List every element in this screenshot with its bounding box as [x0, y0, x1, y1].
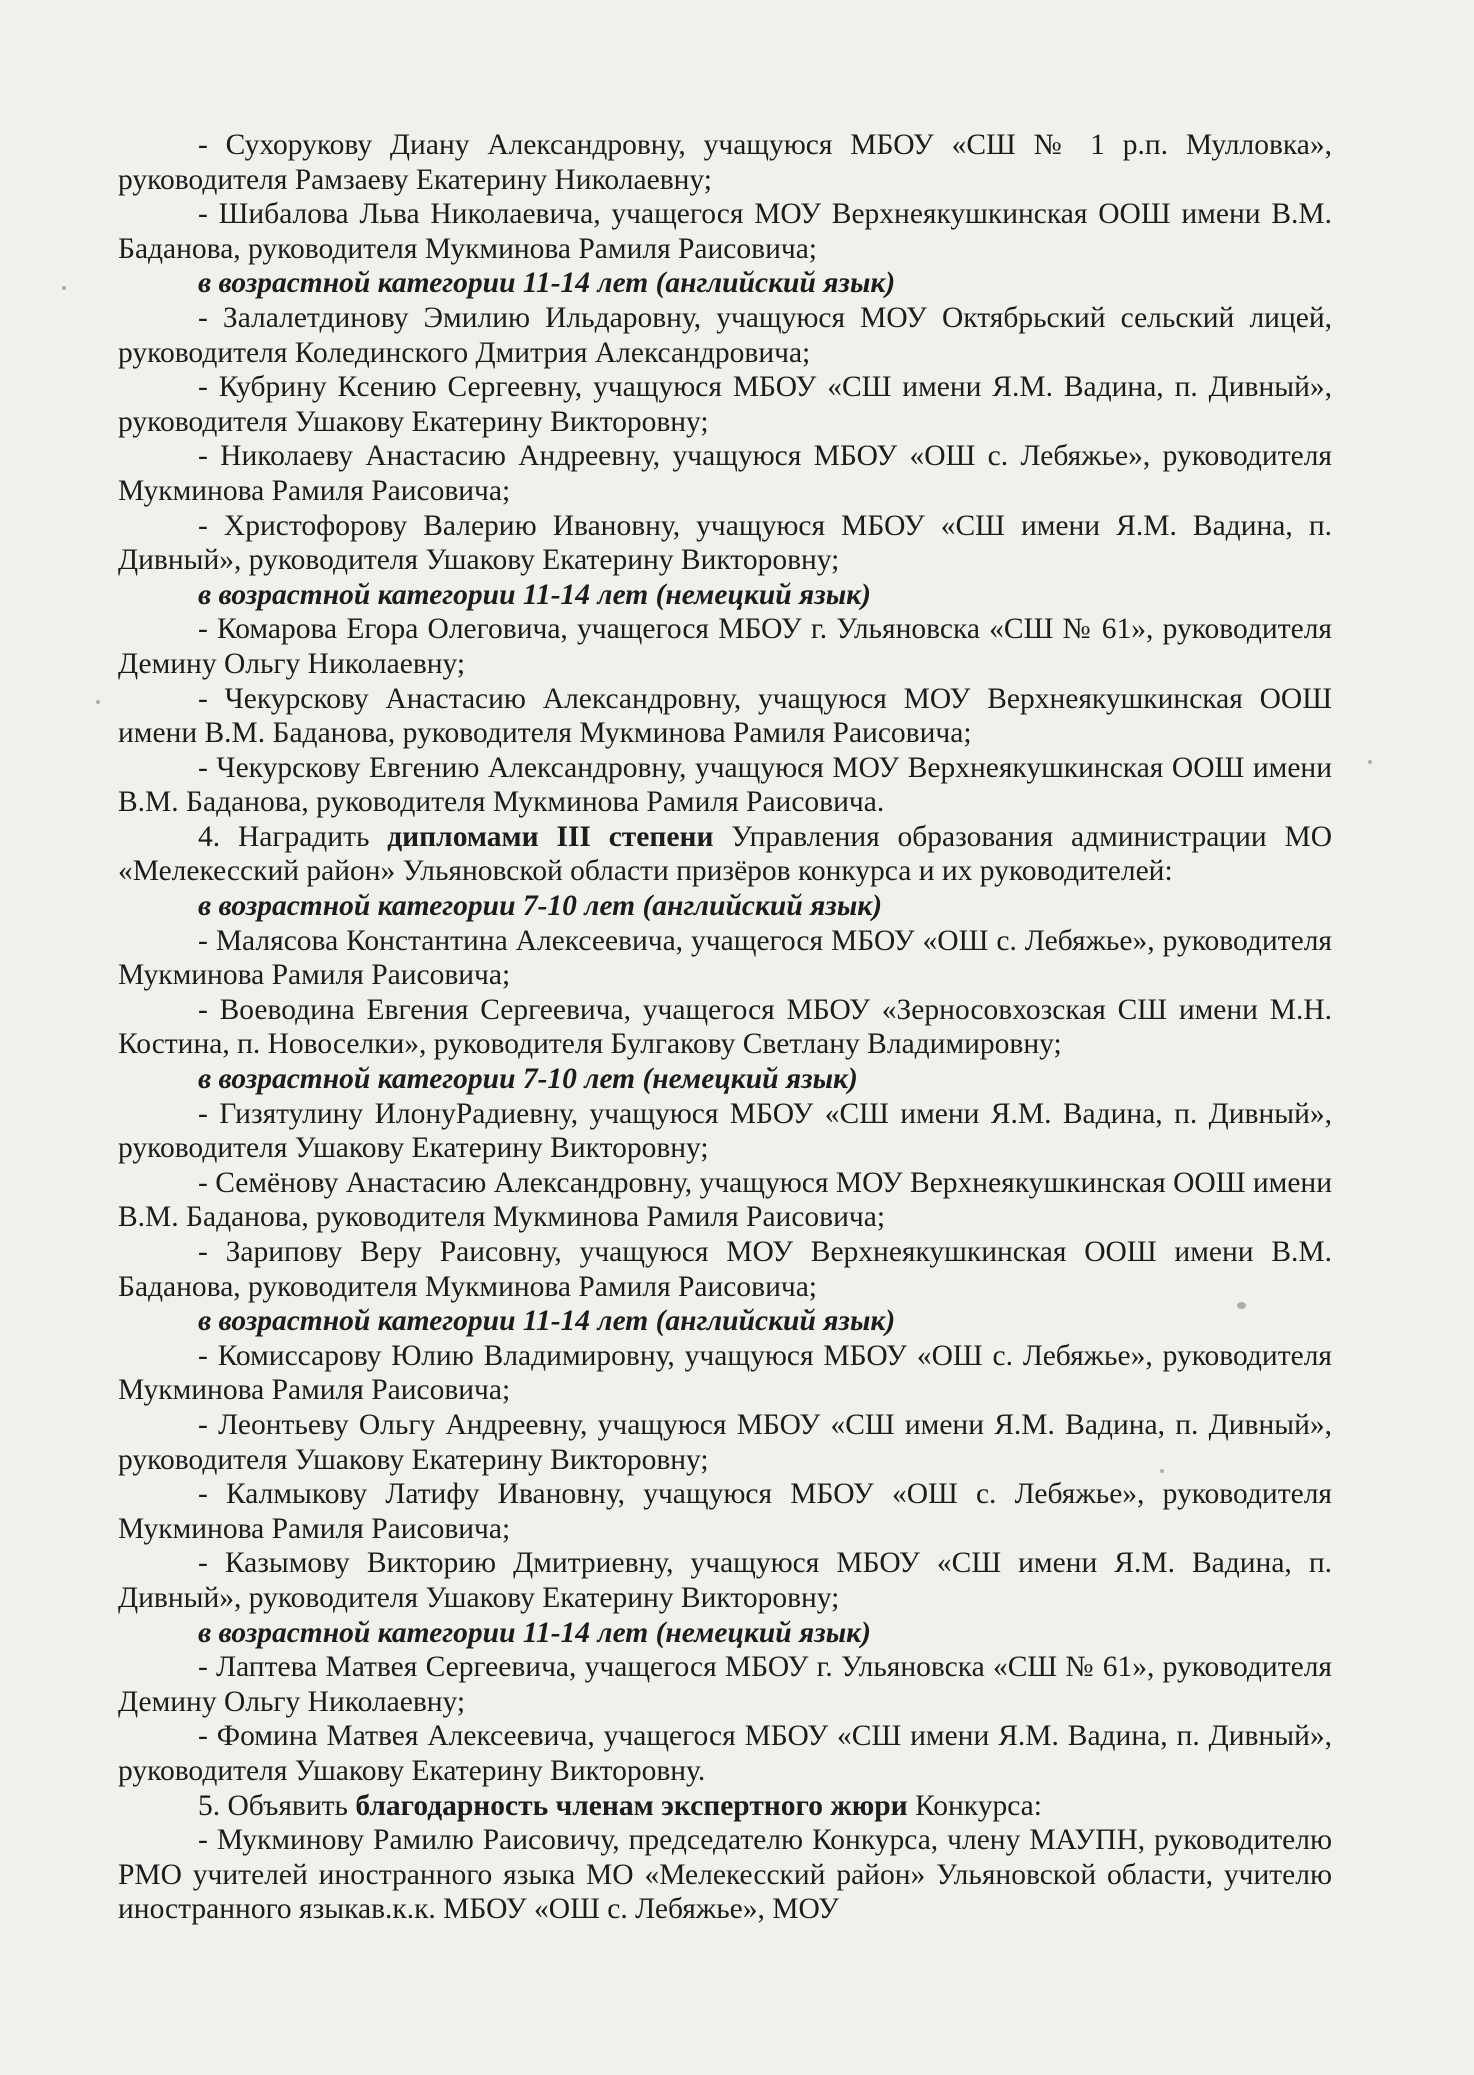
- numbered-clause: [118, 820, 1332, 889]
- age-category-heading: в возрастной категории 11-14 лет (немецкий язык): [198, 578, 871, 611]
- list-item: - Чекурскову Анастасию Александровну, учащуюся МОУ Верхнеякушкинская ООШ имени В.М. Баданова, руководителя Мукминова Рамиля Раисовича;: [118, 682, 1332, 750]
- clause-text: Конкурса:: [907, 1789, 1042, 1822]
- age-category-heading: в возрастной категории 7-10 лет (английский язык): [198, 890, 883, 923]
- list-item: - Малясова Константина Алексеевича, учащегося МБОУ «ОШ с. Лебяжье», руководителя Мукминова Рамиля Раисовича;: [118, 924, 1332, 992]
- scan-speck: [1160, 1469, 1164, 1473]
- list-item: - Чекурскову Евгению Александровну, учащуюся МОУ Верхнеякушкинская ООШ имени В.М. Баданова, руководителя Мукминова Рамиля Раисовича.: [118, 751, 1332, 819]
- scan-speck: [1237, 1302, 1246, 1309]
- list-item: - Комиссарову Юлию Владимировну, учащуюся МБОУ «ОШ с. Лебяжье», руководителя Мукминова Рамиля Раисовича;: [118, 1339, 1332, 1407]
- list-item: - Леонтьеву Ольгу Андреевну, учащуюся МБОУ «СШ имени Я.М. Вадина, п. Дивный», руководителя Ушакову Екатерину Викторовну;: [118, 1408, 1332, 1476]
- age-category-heading: в возрастной категории 11-14 лет (английский язык): [198, 1305, 896, 1338]
- list-item: - Гизятулину ИлонуРадиевну, учащуюся МБОУ «СШ имени Я.М. Вадина, п. Дивный», руководителя Ушакову Екатерину Викторовну;: [118, 1097, 1332, 1165]
- list-item: - Комарова Егора Олеговича, учащегося МБОУ г. Ульяновска «СШ № 61», руководителя Демину Ольгу Николаевну;: [118, 613, 1332, 680]
- scan-speck: [1368, 760, 1372, 764]
- list-item: - Кубрину Ксению Сергеевну, учащуюся МБОУ «СШ имени Я.М. Вадина, п. Дивный», руководителя Ушакову Екатерину Викторовну;: [118, 371, 1332, 438]
- list-item: - Николаеву Анастасию Андреевну, учащуюся МБОУ «ОШ с. Лебяжье», руководителя Мукминова Рамиля Раисовича;: [118, 440, 1332, 507]
- clause-emphasis: благодарность членам экспертного жюри: [355, 1789, 908, 1822]
- clause-text: Управления образования администрации МО «Мелекесский район» Ульяновской области призёров конкурса и их руководителей:: [118, 820, 1333, 888]
- list-item: - Семёнову Анастасию Александровну, учащуюся МОУ Верхнеякушкинская ООШ имени В.М. Баданова, руководителя Мукминова Рамиля Раисовича;: [118, 1166, 1332, 1234]
- clause-emphasis: дипломами III степени: [387, 820, 714, 853]
- list-item: - Шибалова Льва Николаевича, учащегося МОУ Верхнеякушкинская ООШ имени В.М. Баданова, руководителя Мукминова Рамиля Раисовича;: [118, 198, 1332, 265]
- list-item: - Казымову Викторию Дмитриевну, учащуюся МБОУ «СШ имени Я.М. Вадина, п. Дивный», руководителя Ушакову Екатерину Викторовну;: [118, 1547, 1332, 1614]
- scan-speck: [96, 700, 100, 704]
- age-category-heading: в возрастной категории 11-14 лет (английский язык): [198, 267, 896, 300]
- list-item: - Калмыкову Латифу Ивановну, учащуюся МБОУ «ОШ с. Лебяжье», руководителя Мукминова Рамиля Раисовича;: [118, 1478, 1332, 1545]
- list-item: - Христофорову Валерию Ивановну, учащуюся МБОУ «СШ имени Я.М. Вадина, п. Дивный», руководителя Ушакову Екатерину Викторовну;: [118, 509, 1332, 577]
- age-category-heading: в возрастной категории 7-10 лет (немецкий язык): [198, 1063, 858, 1096]
- list-item: - Зарипову Веру Раисовну, учащуюся МОУ Верхнеякушкинская ООШ имени В.М. Баданова, руководителя Мукминова Рамиля Раисовича;: [118, 1236, 1332, 1303]
- list-item: - Залалетдинову Эмилию Ильдаровну, учащуюся МОУ Октябрьский сельский лицей, руководителя Колединского Дмитрия Александровича;: [118, 301, 1332, 369]
- clause-text: 5. Объявить: [198, 1789, 356, 1822]
- scan-speck: [62, 286, 66, 290]
- list-item: - Сухорукову Диану Александровну, учащуюся МБОУ «СШ № 1 р.п. Мулловка», руководителя Рамзаеву Екатерину Николаевну;: [118, 129, 1332, 196]
- age-category-heading: в возрастной категории 11-14 лет (немецкий язык): [198, 1616, 871, 1649]
- list-item: - Воеводина Евгения Сергеевича, учащегося МБОУ «Зерносовхозская СШ имени М.Н. Костина, п. Новоселки», руководителя Булгакову Светлану Владимировну;: [118, 993, 1332, 1061]
- document-body: [118, 128, 1332, 1927]
- clause-text: 4. Наградить: [198, 820, 388, 853]
- list-item: - Лаптева Матвея Сергеевича, учащегося МБОУ г. Ульяновска «СШ № 61», руководителя Демину Ольгу Николаевну;: [118, 1651, 1332, 1718]
- numbered-clause: [118, 1789, 1332, 1824]
- list-item: - Фомина Матвея Алексеевича, учащегося МБОУ «СШ имени Я.М. Вадина, п. Дивный», руководителя Ушакову Екатерину Викторовну.: [118, 1720, 1332, 1787]
- list-item: - Мукминову Рамилю Раисовичу, председателю Конкурса, члену МАУПН, руководителю РМО учителей иностранного языка МО «Мелекесский район» Ульяновской области, учителю иностранного языкав.к.к. МБОУ «ОШ с. Лебяжье», МОУ: [118, 1824, 1332, 1926]
